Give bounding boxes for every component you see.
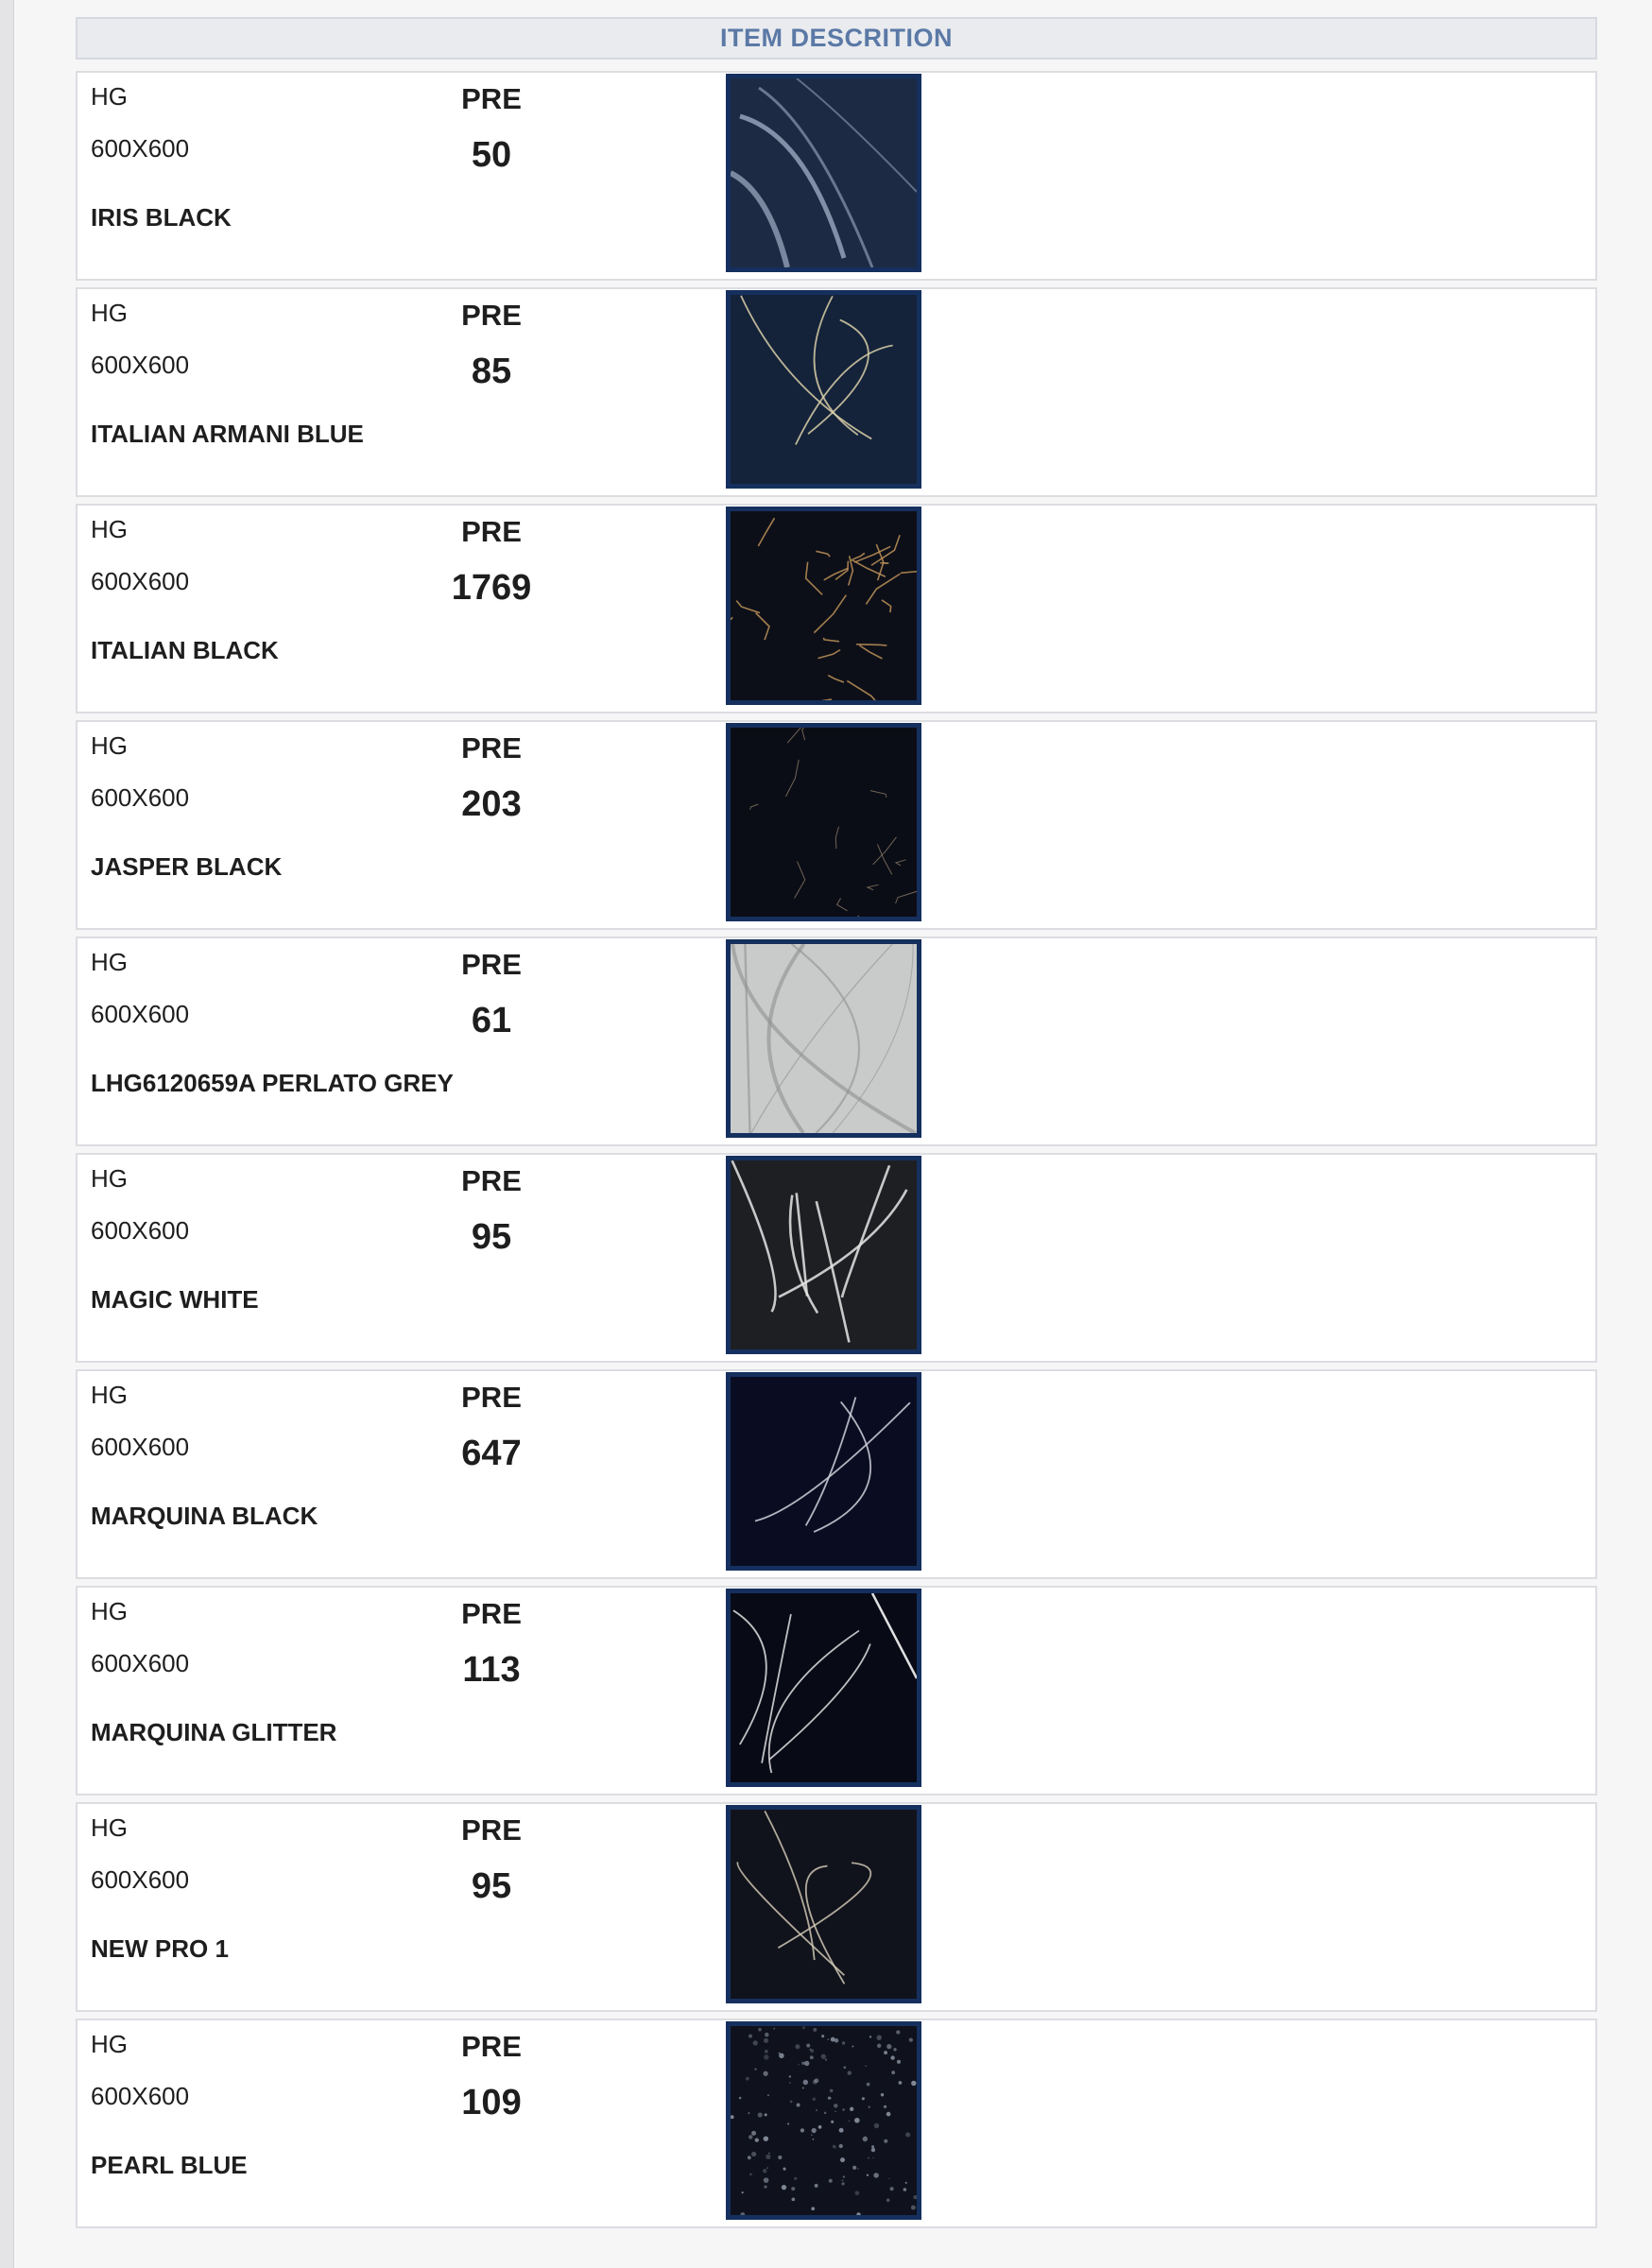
tile-swatch-image: [726, 1805, 921, 2003]
item-size: 600X600: [91, 1649, 190, 1677]
item-brand: HG: [91, 731, 128, 760]
tile-swatch-image: [726, 723, 921, 921]
tile-swatch-image: [726, 507, 921, 705]
item-name: ITALIAN ARMANI BLUE: [91, 420, 364, 448]
item-brand: HG: [91, 1381, 128, 1409]
table-header: [76, 17, 1597, 60]
item-row: [76, 720, 1597, 930]
item-size: 600X600: [91, 2082, 190, 2110]
tile-swatch-image: [726, 1372, 921, 1571]
item-name: MAGIC WHITE: [91, 1285, 259, 1314]
tile-swatch-image: [726, 939, 921, 1138]
item-name: IRIS BLACK: [91, 203, 232, 232]
item-brand: HG: [91, 82, 128, 111]
item-name: PEARL BLUE: [91, 2151, 248, 2179]
item-name: NEW PRO 1: [91, 1934, 229, 1963]
pre-quantity: 109: [461, 2083, 522, 2122]
pre-quantity: 113: [462, 1650, 521, 1690]
pre-label: PRE: [461, 1164, 522, 1197]
table-header-title: ITEM DESCRITION: [719, 24, 953, 52]
pre-label: PRE: [461, 1597, 522, 1630]
tile-marble-pattern: [731, 1377, 917, 1566]
tile-marble-pattern: [731, 1160, 917, 1349]
tile-swatch-image: [726, 74, 921, 272]
pre-label: PRE: [461, 1381, 522, 1414]
item-brand: HG: [91, 1597, 128, 1625]
item-size: 600X600: [91, 567, 190, 595]
tile-marble-pattern: [731, 511, 917, 700]
item-brand: HG: [91, 2030, 128, 2058]
item-name: MARQUINA GLITTER: [91, 1718, 337, 1746]
item-size: 600X600: [91, 1216, 190, 1245]
item-size: 600X600: [91, 134, 190, 163]
tile-marble-pattern: [731, 2026, 917, 2215]
item-row: [76, 1369, 1597, 1579]
item-row: [76, 1586, 1597, 1796]
pre-quantity: 1769: [451, 568, 532, 608]
item-row: [76, 287, 1597, 497]
item-row: [76, 504, 1597, 713]
item-row: [76, 2019, 1597, 2228]
pre-label: PRE: [461, 515, 522, 548]
pre-label: PRE: [461, 2030, 522, 2063]
tile-marble-pattern: [731, 1810, 917, 1999]
item-brand: HG: [91, 1164, 128, 1193]
item-name: MARQUINA BLACK: [91, 1502, 318, 1530]
item-size: 600X600: [91, 1000, 190, 1028]
pre-quantity: 95: [471, 1217, 512, 1257]
item-size: 600X600: [91, 351, 190, 379]
item-name: ITALIAN BLACK: [91, 636, 279, 664]
tile-marble-pattern: [731, 728, 917, 917]
item-row: [76, 1802, 1597, 2012]
page-edge: [0, 0, 14, 2268]
tile-swatch-image: [726, 1589, 921, 1787]
tile-swatch-image: [726, 1156, 921, 1354]
item-brand: HG: [91, 948, 128, 976]
item-brand: HG: [91, 1813, 128, 1842]
tile-swatch-image: [726, 290, 921, 489]
pre-label: PRE: [461, 1813, 522, 1847]
tile-marble-pattern: [731, 78, 917, 267]
tile-swatch-image: [726, 2021, 921, 2220]
pre-quantity: 95: [471, 1866, 512, 1906]
item-size: 600X600: [91, 783, 190, 812]
item-list: [76, 71, 1597, 2228]
pre-label: PRE: [461, 82, 522, 115]
pre-quantity: 61: [471, 1001, 512, 1040]
item-row: [76, 1153, 1597, 1363]
pre-label: PRE: [461, 731, 522, 765]
item-row: [76, 71, 1597, 281]
pre-quantity: 647: [461, 1434, 522, 1473]
pre-quantity: 50: [471, 135, 512, 175]
tile-marble-pattern: [731, 1593, 917, 1782]
tile-marble-pattern: [731, 944, 917, 1133]
item-brand: HG: [91, 515, 128, 543]
item-size: 600X600: [91, 1433, 190, 1461]
tile-marble-pattern: [731, 295, 917, 484]
pre-label: PRE: [461, 299, 522, 332]
item-brand: HG: [91, 299, 128, 327]
item-name: JASPER BLACK: [91, 852, 283, 881]
item-row: [76, 936, 1597, 1146]
item-size: 600X600: [91, 1865, 190, 1894]
pre-label: PRE: [461, 948, 522, 981]
pre-quantity: 85: [471, 352, 512, 391]
pre-quantity: 203: [461, 784, 522, 824]
item-name: LHG6120659A PERLATO GREY: [91, 1069, 454, 1097]
item-description-sheet: [76, 17, 1597, 2235]
